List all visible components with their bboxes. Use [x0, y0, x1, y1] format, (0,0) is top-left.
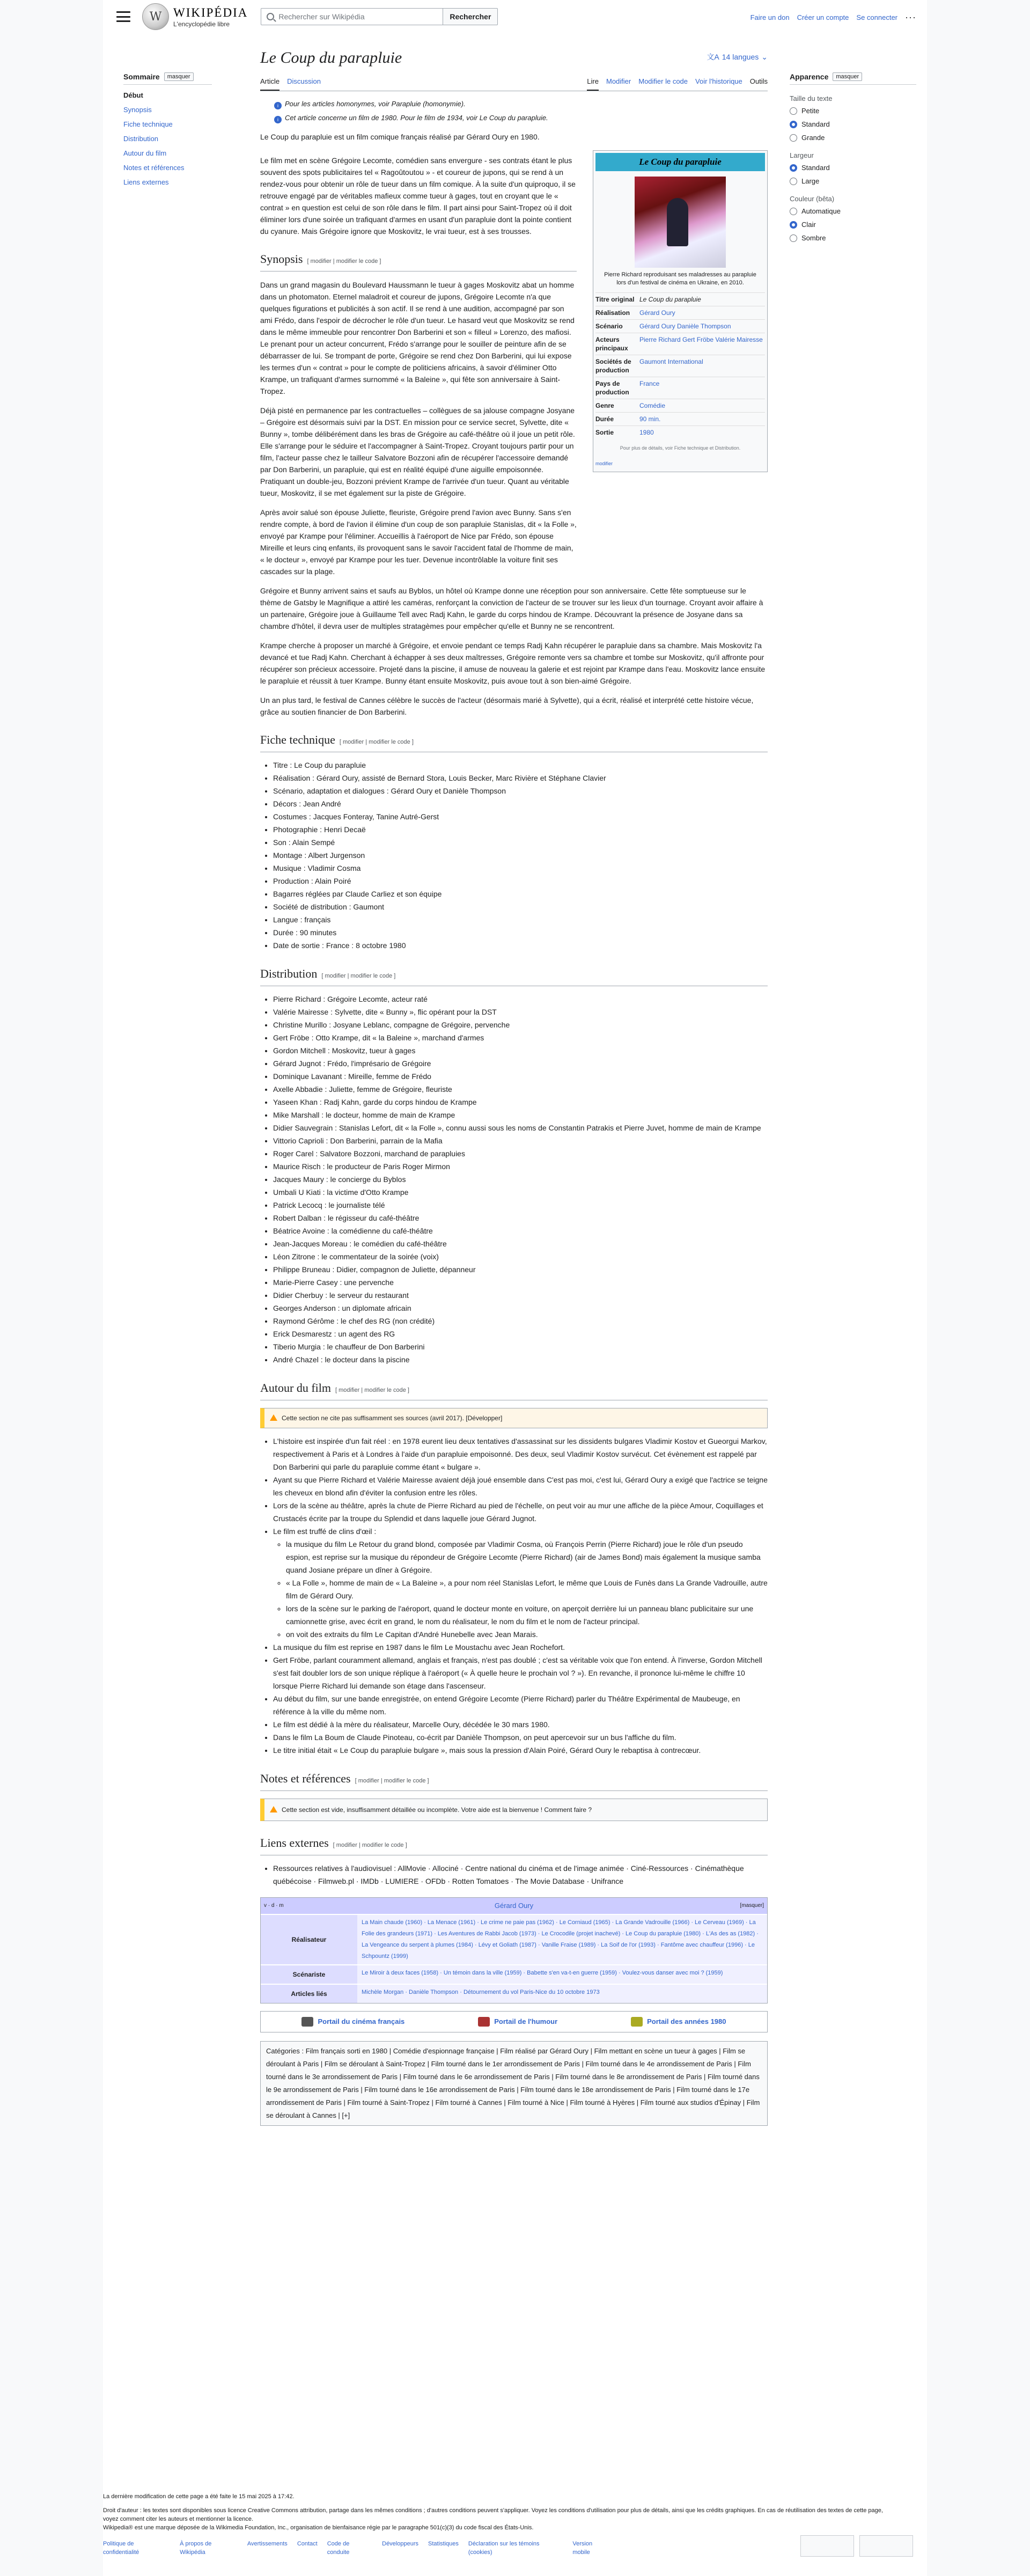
infobox-row	[595, 412, 765, 425]
infobox-value[interactable]: 90 min.	[639, 415, 661, 423]
user-links	[751, 12, 916, 23]
toc-item-distribution[interactable]: Distribution	[123, 135, 159, 143]
list-item: • Jean-Jacques Moreau : le comédien du café-théâtre	[273, 1237, 768, 1250]
footer-link[interactable]: Politique de confidentialité	[103, 2541, 139, 2556]
list-item: • Ressources relatives à l'audiovisuel : AllMovie · Allociné · Centre national du cinéma et de l'image animée · Ciné-Ressources · Cinémathèque québécoise · Filmweb.pl · IMDb · LUMIERE · OFDb · Rotten Tomatoes · The Movie Database · Unifrance	[273, 1862, 768, 1888]
site-header	[114, 0, 916, 33]
login-link[interactable]: Se connecter	[856, 13, 898, 21]
text-size-large[interactable]: Grande	[790, 134, 916, 142]
navbox-links[interactable]: Michèle Morgan · Danièle Thompson · Détournement du vol Paris-Nice du 10 octobre 1973	[357, 1985, 767, 2003]
radio-selected-icon	[790, 221, 797, 229]
infobox-value[interactable]: Gérard Oury Danièle Thompson	[639, 322, 731, 330]
footer-link[interactable]: Développeurs	[382, 2541, 418, 2547]
disambig-icon: i	[274, 116, 282, 123]
toc-title: Sommaire	[123, 72, 160, 81]
portal-1980[interactable]: Portail des années 1980	[631, 2016, 726, 2028]
infobox-caption: Pierre Richard reproduisant ses maladresses au parapluie lors d'un festival de cinéma en Ukraine, en 2010.	[604, 271, 756, 286]
search-form	[261, 8, 498, 25]
infobox-value[interactable]: Le Coup du parapluie	[639, 296, 701, 303]
language-button[interactable]: 文A 14 langues ⌄	[707, 52, 768, 61]
toc-hide-button[interactable]: masquer	[164, 72, 194, 81]
section-heading-notes: Notes et références [ modifier | modifier le code ]	[260, 1771, 768, 1791]
list-item: • Gert Fröbe, parlant couramment allemand, anglais et français, n'est pas doublé ; c'est sa véritable voix que l'on entend. À l'inverse, Gordon Mitchell s'est fait doubler lors de son unique réplique à l'aéroport (« À quelle heure le prochain vol ? »). En revanche, il prononce lui-même le chiffre 10 lorsque Pierre Richard lui demande son étage dans l'ascenseur.	[273, 1654, 768, 1692]
more-icon[interactable]: ···	[905, 12, 916, 23]
article-body	[260, 99, 768, 2126]
list-item: • Valérie Mairesse : Sylvette, dite « Bunny », flic opérant pour la DST	[273, 1006, 768, 1018]
list-item: • Titre : Le Coup du parapluie	[273, 759, 768, 772]
list-item: • Maurice Risch : le producteur de Paris Roger Mirmon	[273, 1160, 768, 1173]
color-light[interactable]: Clair	[790, 221, 916, 229]
list-item: • Tiberio Murgia : le chauffeur de Don Barberini	[273, 1340, 768, 1353]
infobox-image[interactable]	[635, 177, 726, 268]
external-links-list	[273, 1862, 768, 1888]
infobox-key: Réalisation	[595, 309, 630, 317]
list-item: • Robert Dalban : le régisseur du café-théâtre	[273, 1212, 768, 1224]
radio-selected-icon	[790, 164, 797, 172]
navbox-group-label: Scénariste	[261, 1965, 357, 1984]
edit-section-link[interactable]: [ modifier | modifier le code ]	[335, 1387, 409, 1393]
list-item: • Décors : Jean André	[273, 797, 768, 810]
infobox-key: Acteurs principaux	[595, 336, 628, 352]
toc-item-synopsis[interactable]: Synopsis	[123, 106, 152, 114]
infobox-row	[595, 377, 765, 399]
infobox-row	[595, 399, 765, 412]
navbox-title: v · d · m Gérard Oury [masquer]	[261, 1898, 767, 1914]
radio-icon	[790, 234, 797, 242]
list-item: • Christine Murillo : Josyane Leblanc, compagne de Grégoire, pervenche	[273, 1018, 768, 1031]
list-item: • Dans le film La Boum de Claude Pinoteau, co-écrit par Danièle Thompson, on peut apercevoir sur un bus l'affiche du film.	[273, 1731, 768, 1744]
tab-edit-source[interactable]: Modifier le code	[638, 77, 688, 85]
list-item: • Au début du film, sur une bande enregistrée, on entend Grégoire Lecomte (Pierre Richard) parler du Théâtre Expérimental de Maubeuge, en référence à la ville du même nom.	[273, 1692, 768, 1718]
infobox-key: Scénario	[595, 322, 623, 330]
list-item: • La musique du film est reprise en 1987 dans le film Le Moustachu avec Jean Rochefort.	[273, 1641, 768, 1654]
navbox-links[interactable]: La Main chaude (1960) · La Menace (1961) · Le crime ne paie pas (1962) · Le Corniaud (1965) · La Grande Vadrouille (1966) · Le Cerveau (1969) · La Folie des grandeurs (1971) · Les Aventures de Rabbi Jacob (1973) · Le Crocodile (projet inachevé) · Le Coup du parapluie (1980) · L'As des as (1982) · La Vengeance du serpent à plumes (1984) · Lévy et Goliath (1987) · Vanille Fraise (1989) · La Soif de l'or (1993) · Fantôme avec chauffeur (1996) · Le Schpountz (1999)	[357, 1915, 767, 1964]
license-text: Droit d'auteur : les textes sont disponibles sous licence Creative Commons attribution, partage dans les mêmes conditions ; d'autres conditions peuvent s'appliquer. Voyez les conditions d'utilisation pour plus de détails, ainsi que les crédits graphiques. En cas de réutilisation des textes de cette page, voyez comment citer les auteurs et mentionner la licence.	[103, 2507, 883, 2522]
sub-list-item: ◦ « La Folle », homme de main de « La Baleine », a pour nom réel Stanislas Lefort, le même que Louis de Funès dans La Grande Vadrouille, autre film de Gérard Oury.	[286, 1576, 768, 1602]
list-item: • Son : Alain Sempé	[273, 836, 768, 849]
list-item: • Le film est dédié à la mère du réalisateur, Marcelle Oury, décédée le 30 mars 1980.	[273, 1718, 768, 1731]
list-item: • Durée : 90 minutes	[273, 926, 768, 939]
edit-section-link[interactable]: [ modifier | modifier le code ]	[307, 258, 381, 265]
list-item: • Umbali U Kiati : la victime d'Otto Krampe	[273, 1186, 768, 1199]
empty-section-box: Cette section est vide, insuffisamment détaillée ou incomplète. Votre aide est la bienvenue ! Comment faire ?	[260, 1799, 768, 1821]
logo-wordmark: WIKIPÉDIA	[173, 5, 248, 19]
list-item: • Pierre Richard : Grégoire Lecomte, acteur raté	[273, 993, 768, 1006]
list-item: • Production : Alain Poiré	[273, 875, 768, 887]
infobox-value[interactable]: Comédie	[639, 402, 666, 409]
list-item: • Gordon Mitchell : Moskovitz, tueur à gages	[273, 1044, 768, 1057]
list-item: • Yaseen Khan : Radj Kahn, garde du corps hindou de Krampe	[273, 1096, 768, 1109]
edit-section-link[interactable]: [ modifier | modifier le code ]	[333, 1842, 407, 1848]
infobox-value[interactable]: 1980	[639, 429, 654, 436]
infobox-value[interactable]: Gaumont International	[639, 358, 703, 365]
list-item: • Axelle Abbadie : Juliette, femme de Grégoire, fleuriste	[273, 1083, 768, 1096]
list-item: • Costumes : Jacques Fonteray, Tanine Autré-Gerst	[273, 810, 768, 823]
list-item: • Montage : Albert Jurgenson	[273, 849, 768, 862]
wikimedia-badge[interactable]	[800, 2535, 854, 2557]
sources-warning: Cette section ne cite pas suffisamment ses sources (avril 2017). [Développer]	[260, 1408, 768, 1428]
hatnote: i Cet article concerne un film de 1980. Pour le film de 1934, voir Le Coup du parapluie.	[274, 113, 768, 123]
portal-cinema[interactable]: Portail du cinéma français	[301, 2016, 404, 2028]
edit-section-link[interactable]: [ modifier | modifier le code ]	[355, 1778, 429, 1784]
footer-link[interactable]: Avertissements	[247, 2541, 288, 2547]
tab-edit[interactable]: Modifier	[606, 77, 631, 85]
list-item: • Marie-Pierre Casey : une pervenche	[273, 1276, 768, 1289]
width-large[interactable]: Large	[790, 177, 916, 185]
infobox-row	[595, 425, 765, 439]
footer-link[interactable]: Statistiques	[428, 2541, 459, 2547]
tab-read[interactable]: Lire	[587, 77, 599, 91]
infobox-key: Pays de production	[595, 380, 629, 396]
list-item: • Roger Carel : Salvatore Bozzoni, marchand de parapluies	[273, 1147, 768, 1160]
list-item: • Ayant su que Pierre Richard et Valérie Mairesse avaient déjà joué ensemble dans C'est pas moi, c'est lui, Gérard Oury a exigé que l'actrice se teigne les cheveux en blond afin d'éviter la confusion entre les rôles.	[273, 1473, 768, 1499]
infobox-key: Genre	[595, 402, 614, 409]
list-item: • Philippe Bruneau : Didier, compagnon de Juliette, dépanneur	[273, 1263, 768, 1276]
edit-section-link[interactable]: [ modifier | modifier le code ]	[321, 973, 396, 979]
portal-humour[interactable]: Portail de l'humour	[478, 2016, 557, 2028]
toc-item-debut[interactable]: Début	[123, 91, 143, 99]
page-title: Le Coup du parapluie	[260, 49, 402, 67]
radio-selected-icon	[790, 121, 797, 128]
infobox-key: Sortie	[595, 429, 614, 436]
sub-list-item: ◦ on voit des extraits du film Le Capitan d'André Hunebelle avec Jean Marais.	[286, 1628, 768, 1641]
text-size-small[interactable]: Petite	[790, 107, 916, 115]
toc-item-autour[interactable]: Autour du film	[123, 149, 167, 157]
footer-link[interactable]: À propos de Wikipédia	[180, 2541, 212, 2556]
list-item: • Vittorio Caprioli : Don Barberini, parrain de la Mafia	[273, 1134, 768, 1147]
create-account-link[interactable]: Créer un compte	[797, 13, 849, 21]
sub-list-item: ◦ lors de la scène sur le parking de l'aéroport, quand le docteur monte en voiture, on aperçoit derrière lui un panneau blanc publicitaire sur une camionnette grise, avec écrit en grand, le nom du réalisateur, le nom du film et le nom de l'acteur principal.	[286, 1602, 768, 1628]
radio-icon	[790, 134, 797, 142]
list-item: • Gérard Jugnot : Frédo, l'imprésario de Grégoire	[273, 1057, 768, 1070]
page-footer	[103, 2492, 883, 2557]
tab-tools[interactable]: Outils	[749, 77, 768, 85]
infobox-title: Le Coup du parapluie	[595, 153, 765, 171]
footer-link[interactable]: Code de conduite	[327, 2541, 350, 2556]
infobox-row	[595, 333, 765, 355]
section-heading-liens: Liens externes [ modifier | modifier le code ]	[260, 1835, 768, 1855]
color-auto[interactable]: Automatique	[790, 207, 916, 215]
globe-icon: W	[142, 3, 169, 30]
infobox-value[interactable]: Gérard Oury	[639, 309, 675, 317]
toc-item-fiche[interactable]: Fiche technique	[123, 120, 173, 128]
list-item: • André Chazel : le docteur dans la piscine	[273, 1353, 768, 1366]
infobox-key: Sociétés de production	[595, 358, 631, 374]
list-item: • Jacques Maury : le concierge du Byblos	[273, 1173, 768, 1186]
page	[103, 0, 927, 2576]
appearance-title: Apparence	[790, 72, 829, 81]
list-item: • Mike Marshall : le docteur, homme de main de Krampe	[273, 1109, 768, 1121]
intro-paragraph: Le film met en scène Grégoire Lecomte, comédien sans envergure - ses contrats étant le plus souvent des spots publicitaires tel « Ragoûtoutou » - et coureur de jupons, qui se rend à un rendez-vous pour obtenir un rôle de tueur dans un film comique. À la suite d'un quiproquo, il se retrouve engagé par de véritables mafieux comme tueur à gages, tout en croyant que le « contrat » en question est celui de son rôle dans le film. Il part ainsi pour Saint-Tropez où il doit éliminer lors d'une soirée un trafiquant d'armes en usant d'un parapluie dont la pointe contient du cyanure. Mais Grégoire ignore que Moskovitz, le vrai tueur, est à ses trousses.	[260, 156, 576, 236]
disambig-icon: i	[274, 102, 282, 109]
footer-link[interactable]: Version mobile	[572, 2541, 593, 2556]
sub-list-item: ◦ la musique du film Le Retour du grand blond, composée par Vladimir Cosma, où François Perrin (Pierre Richard) joue le rôle d'un pseudo espion, est reprise sur la musique du répondeur de Grégoire Lecomte (Pierre Richard) (air de James Bond) mais également la musique samba quand Josiane prépare un dîner à Grégoire.	[286, 1538, 768, 1576]
text-size-label: Taille du texte	[790, 94, 833, 102]
navbox-row	[261, 1964, 767, 1984]
list-item: • Didier Sauvegrain : Stanislas Lefort, dit « la Folle », connu aussi sous les noms de Constantin Patrakis et Pierre Juvet, homme de main de Krampe	[273, 1121, 768, 1134]
autour-list	[273, 1435, 768, 1757]
toc-item-notes[interactable]: Notes et références	[123, 164, 185, 172]
search-button[interactable]: Rechercher	[443, 8, 498, 25]
navbox-row	[261, 1914, 767, 1964]
main-content	[260, 47, 768, 2126]
wikipedia-logo[interactable]	[142, 3, 248, 30]
page-tabs	[260, 73, 768, 91]
appearance-hide-button[interactable]: masquer	[833, 72, 862, 81]
hatnote: i Pour les articles homonymes, voir Parapluie (homonymie).	[274, 99, 768, 109]
section-heading-synopsis: Synopsis [ modifier | modifier le code ]	[260, 251, 577, 271]
portal-bar	[260, 2011, 768, 2032]
section-heading-distribution: Distribution [ modifier | modifier le code ]	[260, 966, 768, 986]
radio-icon	[790, 107, 797, 115]
search-icon	[267, 13, 274, 20]
infobox	[593, 150, 768, 472]
infobox-key: Titre original	[595, 296, 635, 303]
text-size-standard[interactable]: Standard	[790, 120, 916, 128]
list-item: • Erick Desmarestz : un agent des RG	[273, 1327, 768, 1340]
footer-link[interactable]: Contact	[297, 2541, 318, 2547]
main-menu-icon[interactable]	[116, 11, 130, 22]
navbox-group-label: Articles liés	[261, 1985, 357, 2003]
list-item: • Musique : Vladimir Cosma	[273, 862, 768, 875]
trademark-text: Wikipedia® est une marque déposée de la Wikimedia Foundation, Inc., organisation de bienfaisance régie par le paragraphe 501(c)(3) du code fiscal des États-Unis.	[103, 2524, 534, 2531]
section-heading-autour: Autour du film [ modifier | modifier le code ]	[260, 1380, 768, 1400]
navbox-gerard-oury	[260, 1897, 768, 2003]
infobox-row	[595, 292, 765, 306]
infobox-row	[595, 306, 765, 319]
navbox-group-label: Réalisateur	[261, 1915, 357, 1964]
list-item: • Le film est truffé de clins d'œil :	[273, 1525, 768, 1538]
navbox-links[interactable]: Le Miroir à deux faces (1958) · Un témoin dans la ville (1959) · Babette s'en va-t-en guerre (1959) · Voulez-vous danser avec moi ? (1959)	[357, 1965, 767, 1984]
masks-icon	[478, 2017, 490, 2027]
list-item: • L'histoire est inspirée d'un fait réel : en 1978 eurent lieu deux tentatives d'assassinat sur les dissidents bulgares Vladimir Kostov et Gueorgui Markov, respectivement à Paris et à Londres à l'aide d'un parapluie empoisonné. Des deux, seul Vladimir Kostov survécut. Cet évènement est rappelé par Don Barberini qui parle du parapluie comme étant « bulgare ».	[273, 1435, 768, 1473]
color-label: Couleur (bêta)	[790, 195, 835, 203]
list-item: • Date de sortie : France : 8 octobre 1980	[273, 939, 768, 952]
film-icon	[301, 2017, 313, 2027]
last-modified: La dernière modification de cette page a été faite le 15 mai 2025 à 17:42.	[103, 2493, 295, 2500]
list-item: • Didier Cherbuy : le serveur du restaurant	[273, 1289, 768, 1302]
infobox-footer: Pour plus de détails, voir Fiche technique et Distribution.	[620, 445, 741, 451]
appearance-panel	[790, 72, 916, 247]
infobox-edit-link[interactable]: modifier	[595, 461, 613, 466]
footer-link[interactable]: Déclaration sur les témoins (cookies)	[468, 2541, 540, 2556]
list-item: • Béatrice Avoine : la comédienne du café-théâtre	[273, 1224, 768, 1237]
tab-history[interactable]: Voir l'historique	[695, 77, 742, 85]
list-item: • Scénario, adaptation et dialogues : Gérard Oury et Danièle Thompson	[273, 784, 768, 797]
color-dark[interactable]: Sombre	[790, 234, 916, 242]
synopsis-paragraph: Dans un grand magasin du Boulevard Haussmann le tueur à gages Moskovitz abat un homme dans un photomaton. Eternel maladroit et coureur de jupons, Grégoire Lecomte n'a que quelques figurations et publicités à son actif. Il se rend à une audition, accompagné par son ami Frédo, dans l'espoir de décrocher le rôle d'un tueur. Le hasard veut que Moskovitz se rend dans le même immeuble pour rencontrer Don Barberini et son « filleul » Lorenzo, des mafiosi. Le prenant pour un acteur concurrent, Frédo s'arrange pour le souiller de peinture afin de se débarrasser de lui. Se trompant de porte, Grégoire se rend chez Don Barberini, qui lui expose les termes d'un « contrat » pour le compte de politiciens africains, à savoir d'éliminer Otto Krampe, un trafiquant d'armes surnommé « la Baleine », qui fête son anniversaire à Saint-Tropez.	[260, 281, 575, 395]
synopsis-paragraph: Un an plus tard, le festival de Cannes célèbre le succès de l'acteur (désormais marié à Sylvette), qui a écrit, réalisé et interprété cette histoire vécue, grâce au soutien financier de Don Barberini.	[260, 696, 754, 716]
edit-section-link[interactable]: [ modifier | modifier le code ]	[339, 739, 414, 745]
donate-link[interactable]: Faire un don	[750, 13, 790, 21]
list-item: • Langue : français	[273, 913, 768, 926]
list-item: • Patrick Lecocq : le journaliste télé	[273, 1199, 768, 1212]
synopsis-paragraph: Après avoir salué son épouse Juliette, fleuriste, Grégoire prend l'avion avec Bunny. Sans s'en rendre compte, à bord de l'avion il élimine d'un coup de son parapluie Stanislas, dit « la Folle », envoyé par Krampe pour l'éliminer. Accueillis à l'aéroport de Nice par Frédo, son épouse Mireille et leurs cinq enfants, ils provoquent sans le savoir l'accident fatal de l'homme de main, « le docteur », envoyé par Krampe pour les tuer. Devenue incontrôlable la voiture finit ses cascades sur la plage.	[260, 508, 577, 576]
synopsis-paragraph: Krampe cherche à proposer un marché à Grégoire, et envoie pendant ce temps Radj Kahn récupérer le parapluie dans sa chambre. Mais Moskovitz l'a devancé et tue Radj Kahn. Cherchant à échapper à ses deux maîtresses, Grégoire remonte vers sa chambre et tombe sur Moskovitz, qu'il affronte pour récupérer son précieux accessoire. Projeté dans la piscine, il amuse de nouveau la galerie et est rejoint par Krampe dans l'eau. Moskovitz lance ensuite le parapluie et réussit à tuer Krampe. Bunny étant ensuite Moskovitz, puis avoue tout à son bien-aimé Grégoire.	[260, 641, 766, 685]
translate-icon: 文A	[707, 53, 719, 61]
mediawiki-badge[interactable]	[859, 2535, 913, 2557]
toc-item-liens[interactable]: Liens externes	[123, 178, 169, 186]
category-links[interactable]: Catégories : Film français sorti en 1980 | Comédie d'espionnage française | Film réalisé par Gérard Oury | Film mettant en scène un tueur à gages | Film se déroulant à Paris | Film se déroulant à Saint-Tropez | Film tourné dans le 1er arrondissement de Paris | Film tourné dans le 4e arrondissement de Paris | Film tourné dans le 3e arrondissement de Paris | Film tourné dans le 6e arrondissement de Paris | Film tourné dans le 8e arrondissement de Paris | Film tourné dans le 9e arrondissement de Paris | Film tourné dans le 16e arrondissement de Paris | Film tourné dans le 18e arrondissement de Paris | Film tourné dans le 17e arrondissement de Paris | Film tourné à Saint-Tropez | Film tourné à Cannes | Film tourné à Nice | Film tourné à Hyères | Film tourné aux studios d'Épinay | Film se déroulant à Cannes | [+]	[260, 2041, 768, 2126]
list-item: • Raymond Gérôme : le chef des RG (non crédité)	[273, 1315, 768, 1327]
search-input[interactable]: Rechercher sur Wikipédia	[261, 8, 443, 25]
list-item: • Lors de la scène au théâtre, après la chute de Pierre Richard au pied de l'échelle, on peut voir au mur une affiche de la pièce Amour, Coquillages et Crustacés écrite par la troupe du Splendid et dans laquelle joue Gérard Jugnot.	[273, 1499, 768, 1525]
list-item: • Photographie : Henri Decaë	[273, 823, 768, 836]
table-of-contents	[123, 72, 212, 192]
list-item: • Dominique Lavanant : Mireille, femme de Frédo	[273, 1070, 768, 1083]
infobox-value[interactable]: Pierre Richard Gert Fröbe Valérie Mairesse	[639, 336, 763, 343]
infobox-value[interactable]: France	[639, 380, 660, 387]
list-item: • Société de distribution : Gaumont	[273, 900, 768, 913]
tab-article[interactable]: Article	[260, 77, 279, 91]
infobox-row	[595, 319, 765, 333]
logo-tagline: L'encyclopédie libre	[173, 20, 230, 28]
warning-icon	[270, 1806, 277, 1812]
section-heading-fiche: Fiche technique [ modifier | modifier le code ]	[260, 732, 768, 752]
synopsis-paragraph: Grégoire et Bunny arrivent sains et saufs au Byblos, un hôtel où Krampe donne une réception pour son anniversaire. Cette fête somptueuse sur le thème de Gatsby le Magnifique a attiré les caméras, renforçant la conviction de l'acteur de se trouver sur les lieux d'un tournage. Croyant avoir affaire à un partenaire, Grégoire joue à Guillaume Tell avec Radj Kahn, le garde du corps hindou de Krampe. Découvrant la présence de Josyane dans sa chambre d'hôtel, il devra user de multiples stratagèmes pour empêcher qu'elle et Bunny ne se rencontrent.	[260, 586, 763, 630]
infobox-key: Durée	[595, 415, 614, 423]
decade-icon	[631, 2017, 643, 2027]
fiche-list	[273, 759, 768, 952]
width-standard[interactable]: Standard	[790, 164, 916, 172]
list-item: • Bagarres réglées par Claude Carliez et son équipe	[273, 887, 768, 900]
chevron-down-icon: ⌄	[761, 52, 768, 61]
radio-icon	[790, 208, 797, 215]
list-item: • Georges Anderson : un diplomate africain	[273, 1302, 768, 1315]
list-item: • Léon Zitrone : le commentateur de la soirée (voix)	[273, 1250, 768, 1263]
tab-discussion[interactable]: Discussion	[287, 77, 321, 85]
synopsis-paragraph: Déjà pisté en permanence par les contractuelles – collègues de sa jalouse compagne Josyane – Grégoire est désormais suivi par la DST. En mission pour ce service secret, Sylvette, dite « Bunny », tombe délibérément dans les bras de Grégoire au café-théâtre où il joue un petit rôle. Elle s'arrange pour le séduire et l'accompagner à Saint-Tropez. Croyant toujours partir pour un film, l'acteur passe chez le tailleur Salvatore Bozzoni afin de récupérer l'accessoire demandé par Don Barberini, un parapluie, qui est en réalité équipé d'une aiguille empoisonnée. Pratiquant un double-jeu, Bozzoni prévient Krampe de l'arrivée d'un tueur. Quant au véritable tueur, Moskovitz, il se met également sur la piste de Grégoire.	[260, 406, 575, 497]
intro-paragraph: Le Coup du parapluie est un film comique français réalisé par Gérard Oury en 1980.	[260, 133, 540, 141]
distribution-list	[273, 993, 768, 1366]
list-item: • Réalisation : Gérard Oury, assisté de Bernard Stora, Louis Becker, Marc Rivière et Stéphane Clavier	[273, 772, 768, 784]
list-item: • Le titre initial était « Le Coup du parapluie bulgare », mais sous la pression d'Alain Poiré, Gérard Oury le rebaptisa à contrecœur.	[273, 1744, 768, 1757]
warning-icon	[270, 1414, 277, 1421]
width-label: Largeur	[790, 151, 814, 159]
radio-icon	[790, 178, 797, 185]
list-item: • Gert Fröbe : Otto Krampe, dit « la Baleine », marchand d'armes	[273, 1031, 768, 1044]
navbox-row	[261, 1984, 767, 2003]
infobox-row	[595, 355, 765, 377]
